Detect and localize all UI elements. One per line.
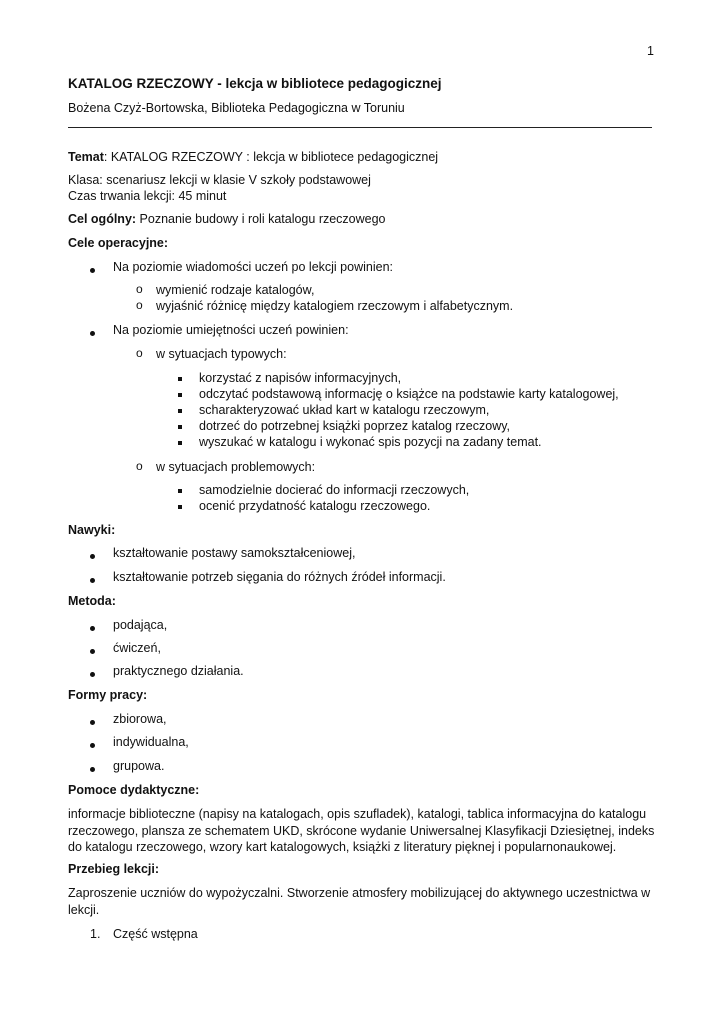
- list-item: dotrzeć do potrzebnej książki poprzez katalog rzeczowy,: [199, 419, 511, 433]
- square-bullet-icon: [178, 435, 182, 447]
- square-bullet-icon: [178, 387, 182, 399]
- temat-label: Temat: [68, 150, 104, 164]
- list-item: grupowa.: [113, 759, 165, 773]
- bullet-icon: [90, 262, 95, 276]
- temat-line: [68, 150, 438, 164]
- list-item: wymienić rodzaje katalogów,: [156, 283, 315, 297]
- bullet-icon: [90, 548, 95, 562]
- list-item: ćwiczeń,: [113, 641, 161, 655]
- list-item: wyjaśnić różnicę między katalogiem rzeczowym i alfabetycznym.: [156, 299, 514, 313]
- list-item: korzystać z napisów informacyjnych,: [199, 371, 402, 385]
- list-item: kształtowanie potrzeb sięgania do różnych źródeł informacji.: [113, 570, 446, 584]
- list-item: podająca,: [113, 618, 168, 632]
- step-label: Część wstępna: [113, 927, 198, 941]
- list-item: w sytuacjach problemowych:: [156, 460, 316, 474]
- list-item: zbiorowa,: [113, 712, 167, 726]
- step-number: 1.: [90, 927, 101, 941]
- header-divider: [68, 127, 652, 128]
- list-item: wyszukać w katalogu i wykonać spis pozycji na zadany temat.: [199, 435, 542, 449]
- square-bullet-icon: [178, 483, 182, 495]
- author-line: Bożena Czyż-Bortowska, Biblioteka Pedagogiczna w Toruniu: [68, 101, 405, 115]
- bullet-icon: [90, 572, 95, 586]
- list-item: odczytać podstawową informację o książce na podstawie karty katalogowej,: [199, 387, 619, 401]
- bullet-icon: [90, 666, 95, 680]
- bullet-icon: [90, 761, 95, 775]
- circle-bullet-icon: o: [136, 282, 143, 296]
- square-bullet-icon: [178, 371, 182, 383]
- pomoce-paragraph: informacje biblioteczne (napisy na katalogach, opis szufladek), katalogi, tablica informacyjna do katalogu rzeczowego, plansza ze schematem UKD, skrócone wydanie Uniwersalnej Klasyfikacji Dziesiętnej, indeks do katalogu rzeczowego, wzory kart katalogowych, książki z literatury pięknej i popularnonaukowej.: [68, 807, 655, 854]
- cel-ogolny-text: Poznanie budowy i roli katalogu rzeczowego: [136, 212, 386, 226]
- przebieg-heading: Przebieg lekcji:: [68, 862, 160, 876]
- bullet-icon: [90, 737, 95, 751]
- square-bullet-icon: [178, 499, 182, 511]
- cel-ogolny-line: [68, 212, 386, 226]
- bullet-icon: [90, 714, 95, 728]
- list-item: w sytuacjach typowych:: [156, 347, 287, 361]
- formy-pracy-heading: Formy pracy:: [68, 688, 148, 702]
- list-item: samodzielnie docierać do informacji rzeczowych,: [199, 483, 470, 497]
- square-bullet-icon: [178, 419, 182, 431]
- document-title: KATALOG RZECZOWY - lekcja w bibliotece pedagogicznej: [68, 76, 442, 91]
- pomoce-heading: Pomoce dydaktyczne:: [68, 783, 200, 797]
- list-item: praktycznego działania.: [113, 664, 244, 678]
- square-bullet-icon: [178, 403, 182, 415]
- nawyki-heading: Nawyki:: [68, 523, 116, 537]
- circle-bullet-icon: o: [136, 298, 143, 312]
- list-item: Na poziomie umiejętności uczeń powinien:: [113, 323, 349, 337]
- list-item: scharakteryzować układ kart w katalogu rzeczowym,: [199, 403, 490, 417]
- przebieg-paragraph: Zaproszenie uczniów do wypożyczalni. Stworzenie atmosfery mobilizującej do aktywnego uczestnictwa w lekcji.: [68, 886, 651, 917]
- bullet-icon: [90, 620, 95, 634]
- czas-line: Czas trwania lekcji: 45 minut: [68, 189, 227, 203]
- cele-operacyjne-heading: Cele operacyjne:: [68, 236, 169, 250]
- list-item: kształtowanie postawy samokształceniowej,: [113, 546, 356, 560]
- list-item: Na poziomie wiadomości uczeń po lekcji powinien:: [113, 260, 393, 274]
- circle-bullet-icon: o: [136, 459, 143, 473]
- bullet-icon: [90, 325, 95, 339]
- metoda-heading: Metoda:: [68, 594, 116, 608]
- bullet-icon: [90, 643, 95, 657]
- list-item: ocenić przydatność katalogu rzeczowego.: [199, 499, 431, 513]
- page-number: 1: [647, 44, 654, 58]
- klasa-line: Klasa: scenariusz lekcji w klasie V szkoły podstawowej: [68, 173, 371, 187]
- temat-text: : KATALOG RZECZOWY : lekcja w bibliotece pedagogicznej: [103, 150, 439, 164]
- list-item: indywidualna,: [113, 735, 189, 749]
- cel-ogolny-label: Cel ogólny:: [68, 212, 137, 226]
- circle-bullet-icon: o: [136, 346, 143, 360]
